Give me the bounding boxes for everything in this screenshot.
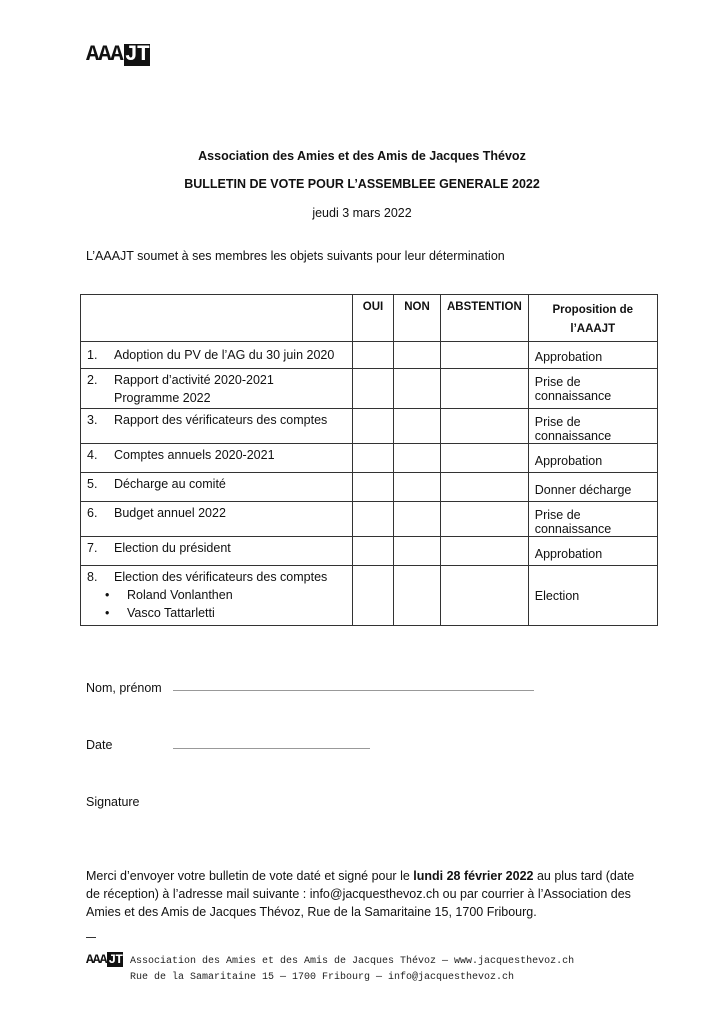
abstention-checkbox-cell[interactable] <box>441 537 529 566</box>
table-row <box>81 566 658 626</box>
vote-table <box>80 294 658 626</box>
closing-text-after: au plus tard (date de réception) à l’adresse mail suivante : info@jacquesthevoz.ch ou par courrier à l’Association des Amies et des Amis de Jacques Thévoz, Rue de la Samaritaine 15, 1700 Fribourg. <box>86 869 635 919</box>
aaajt-logo <box>86 42 150 67</box>
proposition-cell: Prise de connaissance <box>528 409 657 444</box>
table-row <box>81 342 658 369</box>
item-number: 1. <box>87 348 98 362</box>
candidate-item <box>87 586 346 604</box>
item-label: Comptes annuels 2020-2021 <box>114 448 275 462</box>
object-cell <box>81 537 353 566</box>
header-oui: OUI <box>353 295 394 342</box>
header-proposition-line2: l’AAAJT <box>570 323 616 335</box>
ballot-title: BULLETIN DE VOTE POUR L’ASSEMBLEE GENERALE 2022 <box>184 177 540 191</box>
header-object-cell <box>81 295 353 342</box>
closing-paragraph <box>86 867 646 921</box>
oui-checkbox-cell[interactable] <box>353 502 394 537</box>
item-label: Budget annuel 2022 <box>114 506 226 520</box>
header-non: NON <box>394 295 441 342</box>
proposition-cell: Prise de connaissance <box>528 502 657 537</box>
footer-logo-boxed-letters: JT <box>108 952 123 967</box>
object-cell <box>81 369 353 409</box>
footer-address <box>130 954 574 986</box>
footer-logo-prefix: AAA <box>86 952 107 967</box>
name-label: Nom, prénom <box>86 681 162 695</box>
non-checkbox-cell[interactable] <box>394 444 441 473</box>
table-row <box>81 473 658 502</box>
proposition-cell: Donner décharge <box>528 473 657 502</box>
deadline-date: lundi 28 février 2022 <box>413 869 534 883</box>
oui-checkbox-cell[interactable] <box>353 369 394 409</box>
item-label: Rapport des vérificateurs des comptes <box>114 413 328 427</box>
proposition-cell: Approbation <box>528 444 657 473</box>
item-label: Adoption du PV de l’AG du 30 juin 2020 <box>114 348 335 362</box>
oui-checkbox-cell[interactable] <box>353 566 394 626</box>
oui-checkbox-cell[interactable] <box>353 409 394 444</box>
non-checkbox-cell[interactable] <box>394 342 441 369</box>
logo-boxed-letters: JT <box>124 42 150 67</box>
abstention-checkbox-cell[interactable] <box>441 502 529 537</box>
item-sublabel: Programme 2022 <box>114 391 211 405</box>
item-number: 8. <box>87 570 98 584</box>
item-number: 7. <box>87 541 98 555</box>
abstention-checkbox-cell[interactable] <box>441 473 529 502</box>
non-checkbox-cell[interactable] <box>394 537 441 566</box>
logo-prefix: AAA <box>86 42 123 67</box>
non-checkbox-cell[interactable] <box>394 369 441 409</box>
non-checkbox-cell[interactable] <box>394 566 441 626</box>
oui-checkbox-cell[interactable] <box>353 444 394 473</box>
item-label: Décharge au comité <box>114 477 226 491</box>
non-checkbox-cell[interactable] <box>394 409 441 444</box>
header-abstention: ABSTENTION <box>441 295 529 342</box>
candidate-name: Roland Vonlanthen <box>127 588 233 602</box>
item-number: 6. <box>87 506 98 520</box>
proposition-cell: Election <box>528 566 657 626</box>
object-cell <box>81 502 353 537</box>
abstention-checkbox-cell[interactable] <box>441 444 529 473</box>
item-label: Election des vérificateurs des comptes <box>114 570 328 584</box>
footer-logo <box>86 953 123 966</box>
item-label: Rapport d’activité 2020-2021 <box>114 373 274 387</box>
header-proposition-line1: Proposition de <box>552 304 633 316</box>
proposition-cell: Approbation <box>528 537 657 566</box>
header-proposition <box>528 295 657 342</box>
meeting-date: jeudi 3 mars 2022 <box>312 206 412 220</box>
item-number: 4. <box>87 448 98 462</box>
item-number: 2. <box>87 373 98 387</box>
date-input-line[interactable] <box>173 748 370 749</box>
object-cell <box>81 473 353 502</box>
proposition-cell: Prise de connaissance <box>528 369 657 409</box>
footer-dash <box>86 937 96 938</box>
abstention-checkbox-cell[interactable] <box>441 369 529 409</box>
object-cell <box>81 409 353 444</box>
item-number: 5. <box>87 477 98 491</box>
object-cell <box>81 566 353 626</box>
proposition-cell: Approbation <box>528 342 657 369</box>
abstention-checkbox-cell[interactable] <box>441 566 529 626</box>
item-number: 3. <box>87 413 98 427</box>
bullet-icon: • <box>105 588 110 602</box>
object-cell <box>81 342 353 369</box>
table-row <box>81 369 658 409</box>
table-row <box>81 537 658 566</box>
intro-text: L’AAAJT soumet à ses membres les objets suivants pour leur détermination <box>86 249 505 263</box>
abstention-checkbox-cell[interactable] <box>441 409 529 444</box>
footer-line-2: Rue de la Samaritaine 15 — 1700 Fribourg — info@jacquesthevoz.ch <box>130 972 515 983</box>
table-row <box>81 502 658 537</box>
candidate-name: Vasco Tattarletti <box>127 606 215 620</box>
table-row <box>81 409 658 444</box>
bullet-icon: • <box>105 606 110 620</box>
name-input-line[interactable] <box>173 690 534 691</box>
candidate-item <box>87 604 346 622</box>
footer-line-1: Association des Amies et des Amis de Jacques Thévoz — www.jacquesthevoz.ch <box>130 956 575 967</box>
abstention-checkbox-cell[interactable] <box>441 342 529 369</box>
non-checkbox-cell[interactable] <box>394 473 441 502</box>
oui-checkbox-cell[interactable] <box>353 537 394 566</box>
date-label: Date <box>86 738 113 752</box>
closing-text-before: Merci d’envoyer votre bulletin de vote daté et signé pour le <box>86 869 414 883</box>
oui-checkbox-cell[interactable] <box>353 342 394 369</box>
signature-label: Signature <box>86 795 140 809</box>
association-name: Association des Amies et des Amis de Jacques Thévoz <box>198 149 526 163</box>
table-row <box>81 444 658 473</box>
oui-checkbox-cell[interactable] <box>353 473 394 502</box>
table-header-row <box>81 295 658 342</box>
item-label: Election du président <box>114 541 231 555</box>
non-checkbox-cell[interactable] <box>394 502 441 537</box>
object-cell <box>81 444 353 473</box>
